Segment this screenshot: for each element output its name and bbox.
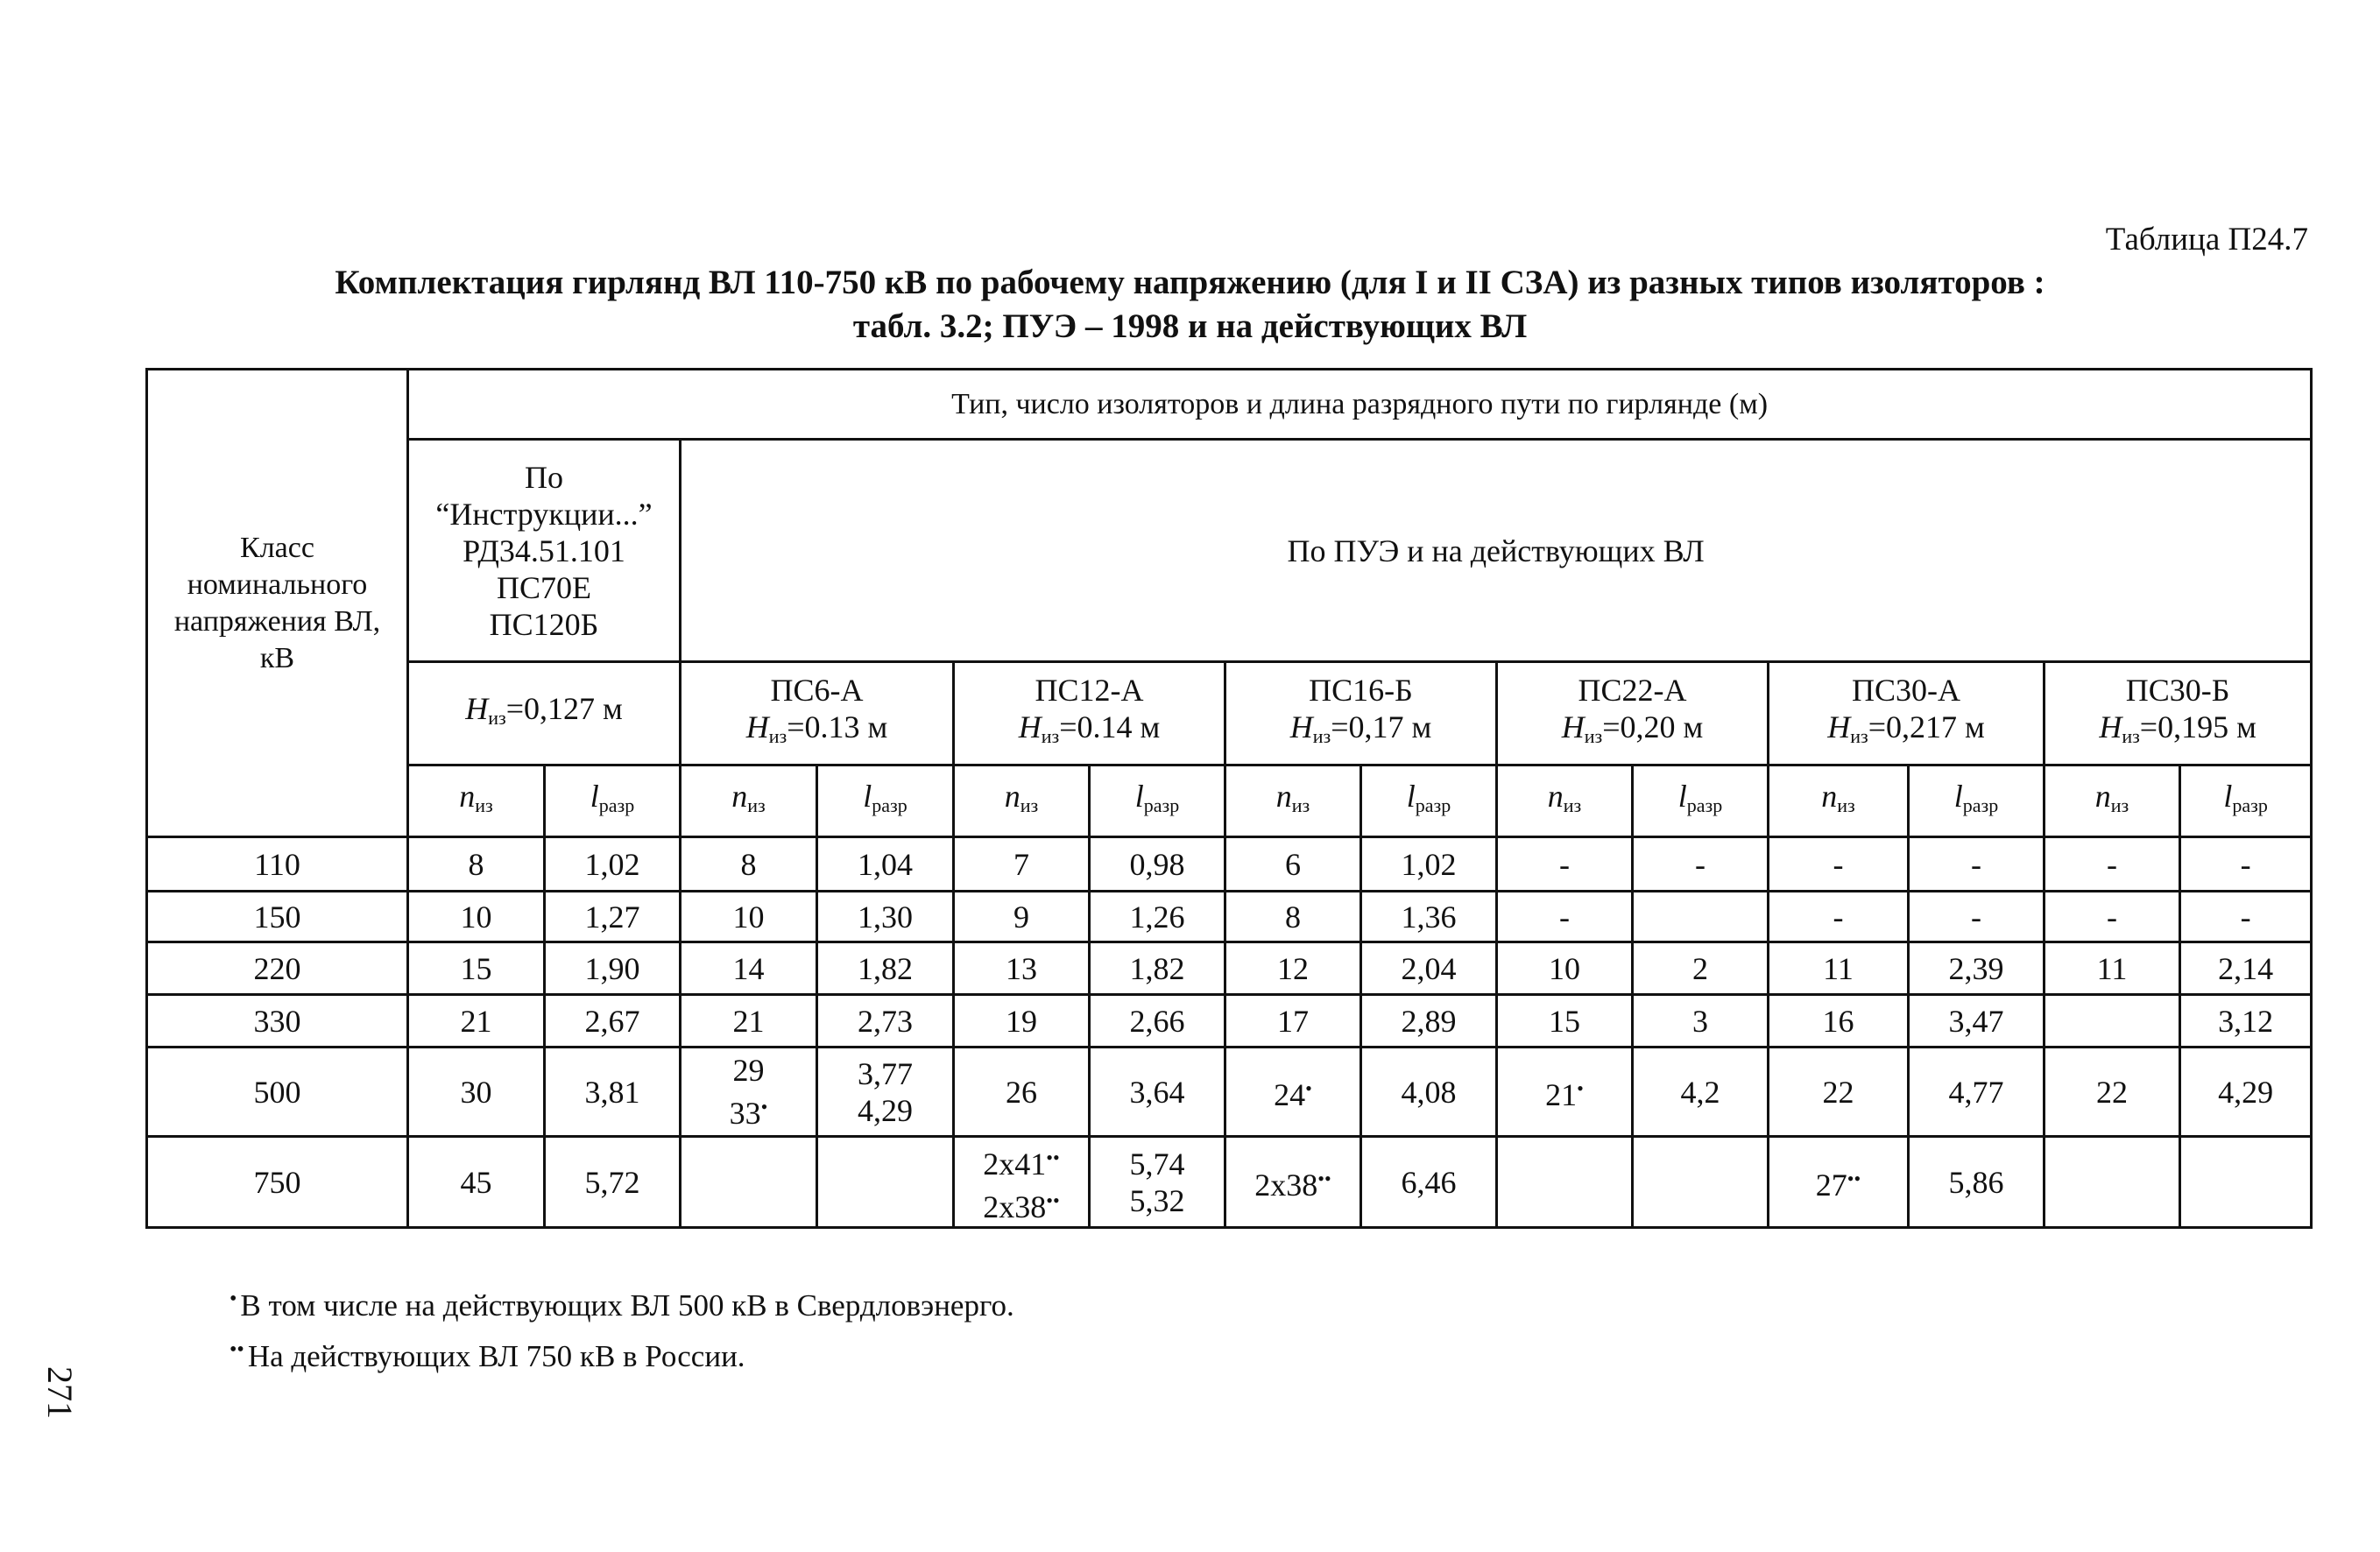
l-value-cell: -	[2180, 837, 2312, 892]
l-value-cell: 4,29	[2180, 1048, 2312, 1137]
l-value-cell: -	[1909, 892, 2045, 942]
n-value-cell: 21	[408, 995, 545, 1048]
l-value-cell: 1,02	[545, 837, 681, 892]
voltage-class-cell: 330	[147, 995, 408, 1048]
n-value-cell: -	[1497, 837, 1633, 892]
l-discharge-header: $l_{разр}$	[1361, 765, 1497, 837]
instr-line: “Инструкции...”	[435, 496, 653, 532]
l-value-cell: 1,90	[545, 942, 681, 995]
n-insulators-header: $n_{из}$	[408, 765, 545, 837]
l-value-cell: 5,72	[545, 1137, 681, 1228]
n-value-cell: 24•	[1225, 1048, 1361, 1137]
n-value-cell: 12	[1225, 942, 1361, 995]
instruction-header	[408, 440, 681, 662]
title-line-2: табл. 3.2; ПУЭ – 1998 и на действующих ВЛ	[852, 307, 1528, 345]
class-header-line: кВ	[259, 641, 295, 674]
l-value-cell: 6,46	[1361, 1137, 1497, 1228]
h-symbol: $H_{из}$	[465, 691, 506, 729]
n-value-cell	[681, 1137, 817, 1228]
l-value-cell: 2,67	[545, 995, 681, 1048]
n-insulators-header: $n_{из}$	[1497, 765, 1633, 837]
insulator-h-value: $H_{из}=0,20$ м	[1561, 709, 1704, 747]
n-insulators-header: $n_{из}$	[2045, 765, 2180, 837]
l-value-cell: 1,04	[817, 837, 954, 892]
n-value-cell: 2x38••	[1225, 1137, 1361, 1228]
l-value-cell: 5,86	[1909, 1137, 2045, 1228]
table-row	[147, 837, 2312, 892]
page-number: 271	[40, 1366, 80, 1419]
l-value-cell: 1,26	[1090, 892, 1225, 942]
l-value-cell: 2,39	[1909, 942, 2045, 995]
l-value-cell: 1,82	[817, 942, 954, 995]
n-value-cell: 19	[954, 995, 1090, 1048]
n-value-cell: 2x41•• 2x38••	[954, 1137, 1090, 1228]
l-discharge-header: $l_{разр}$	[1909, 765, 2045, 837]
table-title	[0, 261, 2380, 349]
n-value-cell: 22	[2045, 1048, 2180, 1137]
insulator-h-value: $H_{из}=0,17$ м	[1289, 709, 1432, 747]
instr-line: РД34.51.101	[463, 533, 625, 568]
n-value-cell: 29 33•	[681, 1048, 817, 1137]
insulator-table	[145, 368, 2313, 1229]
l-value-cell: 4,77	[1909, 1048, 2045, 1137]
pue-header: По ПУЭ и на действующих ВЛ	[681, 440, 2312, 662]
n-value-cell: 10	[681, 892, 817, 942]
insulator-h-value: $H_{из}=0.14$ м	[1018, 709, 1161, 747]
n-value-cell: 7	[954, 837, 1090, 892]
n-value-cell	[1497, 1137, 1633, 1228]
instr-line: ПС70Е	[497, 569, 591, 605]
voltage-class-cell: 110	[147, 837, 408, 892]
l-value-cell: 2,89	[1361, 995, 1497, 1048]
l-value-cell: -	[2180, 892, 2312, 942]
voltage-class-cell: 750	[147, 1137, 408, 1228]
insulator-type-name: ПС12-А	[1035, 673, 1144, 708]
l-discharge-header: $l_{разр}$	[545, 765, 681, 837]
n-value-cell	[2045, 995, 2180, 1048]
n-value-cell: 9	[954, 892, 1090, 942]
table-row	[147, 892, 2312, 942]
insulator-type-header	[2045, 662, 2312, 765]
l-value-cell: 1,36	[1361, 892, 1497, 942]
n-value-cell: 8	[681, 837, 817, 892]
insulator-h-value: $H_{из}=0.13$ м	[745, 709, 888, 747]
n-value-cell: 15	[408, 942, 545, 995]
instr-h-value: $H_{из}=0,127$ м	[408, 662, 681, 765]
insulator-type-header	[1497, 662, 1769, 765]
insulator-type-name: ПС16-Б	[1309, 673, 1413, 708]
l-discharge-header: $l_{разр}$	[2180, 765, 2312, 837]
table-row	[147, 995, 2312, 1048]
n-value-cell: 15	[1497, 995, 1633, 1048]
class-header-line: номинального	[187, 568, 368, 601]
instr-line: ПС120Б	[489, 606, 599, 642]
n-value-cell: 21	[681, 995, 817, 1048]
n-value-cell: 27••	[1769, 1137, 1909, 1228]
n-value-cell: 17	[1225, 995, 1361, 1048]
n-value-cell: 22	[1769, 1048, 1909, 1137]
n-value-cell: 21•	[1497, 1048, 1633, 1137]
l-value-cell	[817, 1137, 954, 1228]
n-insulators-header: $n_{из}$	[1225, 765, 1361, 837]
class-header-cell	[147, 370, 408, 837]
insulator-type-name: ПС22-А	[1578, 673, 1687, 708]
l-value-cell	[2180, 1137, 2312, 1228]
n-value-cell: 10	[408, 892, 545, 942]
insulator-type-name: ПС6-А	[770, 673, 864, 708]
insulator-type-header	[1225, 662, 1497, 765]
n-value-cell: 8	[408, 837, 545, 892]
table-row	[147, 1137, 2312, 1228]
table-label: Таблица П24.7	[2105, 222, 2308, 257]
l-value-cell: 3,64	[1090, 1048, 1225, 1137]
l-value-cell: 3,47	[1909, 995, 2045, 1048]
n-value-cell: 13	[954, 942, 1090, 995]
insulator-type-name: ПС30-А	[1852, 673, 1960, 708]
voltage-class-cell: 220	[147, 942, 408, 995]
insulator-h-value: $H_{из}=0,217$ м	[1827, 709, 1985, 747]
l-value-cell: -	[1909, 837, 2045, 892]
footnote-1: • В том числе на действующих ВЛ 500 кВ в Свердловэнерго.	[230, 1287, 1014, 1323]
n-value-cell: 16	[1769, 995, 1909, 1048]
l-value-cell: 1,02	[1361, 837, 1497, 892]
l-value-cell: 3,77 4,29	[817, 1048, 954, 1137]
n-insulators-header: $n_{из}$	[1769, 765, 1909, 837]
l-value-cell: 3,12	[2180, 995, 2312, 1048]
l-value-cell: 2,04	[1361, 942, 1497, 995]
l-value-cell: 2,66	[1090, 995, 1225, 1048]
class-header-line: напряжения ВЛ,	[173, 604, 381, 638]
n-value-cell: -	[1769, 837, 1909, 892]
table-row	[147, 1048, 2312, 1137]
l-value-cell	[1633, 892, 1769, 942]
class-header-line: Класс	[240, 531, 314, 564]
n-value-cell: -	[2045, 892, 2180, 942]
insulator-h-value: $H_{из}=0,195$ м	[2099, 709, 2256, 747]
title-line-1: Комплектация гирлянд ВЛ 110-750 кВ по рабочему напряжению (для I и II СЗА) из разных типов изоляторов :	[335, 264, 2045, 301]
n-insulators-header: $n_{из}$	[681, 765, 817, 837]
footnote-2: •• На действующих ВЛ 750 кВ в России.	[230, 1338, 745, 1373]
n-value-cell: 6	[1225, 837, 1361, 892]
l-value-cell: 4,2	[1633, 1048, 1769, 1137]
l-value-cell: 3,81	[545, 1048, 681, 1137]
n-value-cell: -	[1769, 892, 1909, 942]
l-value-cell: 2,14	[2180, 942, 2312, 995]
n-value-cell: -	[2045, 837, 2180, 892]
l-value-cell: 0,98	[1090, 837, 1225, 892]
l-value-cell: 1,30	[817, 892, 954, 942]
n-value-cell: 26	[954, 1048, 1090, 1137]
l-value-cell: 5,74 5,32	[1090, 1137, 1225, 1228]
n-value-cell	[2045, 1137, 2180, 1228]
n-value-cell: -	[1497, 892, 1633, 942]
l-value-cell: 2	[1633, 942, 1769, 995]
l-value-cell: 3	[1633, 995, 1769, 1048]
insulator-type-header	[954, 662, 1225, 765]
insulator-type-name: ПС30-Б	[2125, 673, 2230, 708]
n-value-cell: 45	[408, 1137, 545, 1228]
n-value-cell: 11	[2045, 942, 2180, 995]
n-value-cell: 11	[1769, 942, 1909, 995]
insulator-type-header	[681, 662, 954, 765]
n-value-cell: 8	[1225, 892, 1361, 942]
n-value-cell: 10	[1497, 942, 1633, 995]
voltage-class-cell: 500	[147, 1048, 408, 1137]
l-discharge-header: $l_{разр}$	[1633, 765, 1769, 837]
n-insulators-header: $n_{из}$	[954, 765, 1090, 837]
table-row	[147, 942, 2312, 995]
voltage-class-cell: 150	[147, 892, 408, 942]
l-value-cell: 1,82	[1090, 942, 1225, 995]
instr-line: По	[525, 459, 563, 495]
type-caption: Тип, число изоляторов и длина разрядного пути по гирлянде (м)	[408, 370, 2312, 440]
insulator-type-header	[1769, 662, 2045, 765]
l-value-cell: 2,73	[817, 995, 954, 1048]
l-discharge-header: $l_{разр}$	[817, 765, 954, 837]
l-value-cell: 1,27	[545, 892, 681, 942]
n-value-cell: 30	[408, 1048, 545, 1137]
l-value-cell	[1633, 1137, 1769, 1228]
l-value-cell: 4,08	[1361, 1048, 1497, 1137]
n-value-cell: 14	[681, 942, 817, 995]
l-value-cell: -	[1633, 837, 1769, 892]
footnotes	[230, 1277, 1014, 1379]
l-discharge-header: $l_{разр}$	[1090, 765, 1225, 837]
